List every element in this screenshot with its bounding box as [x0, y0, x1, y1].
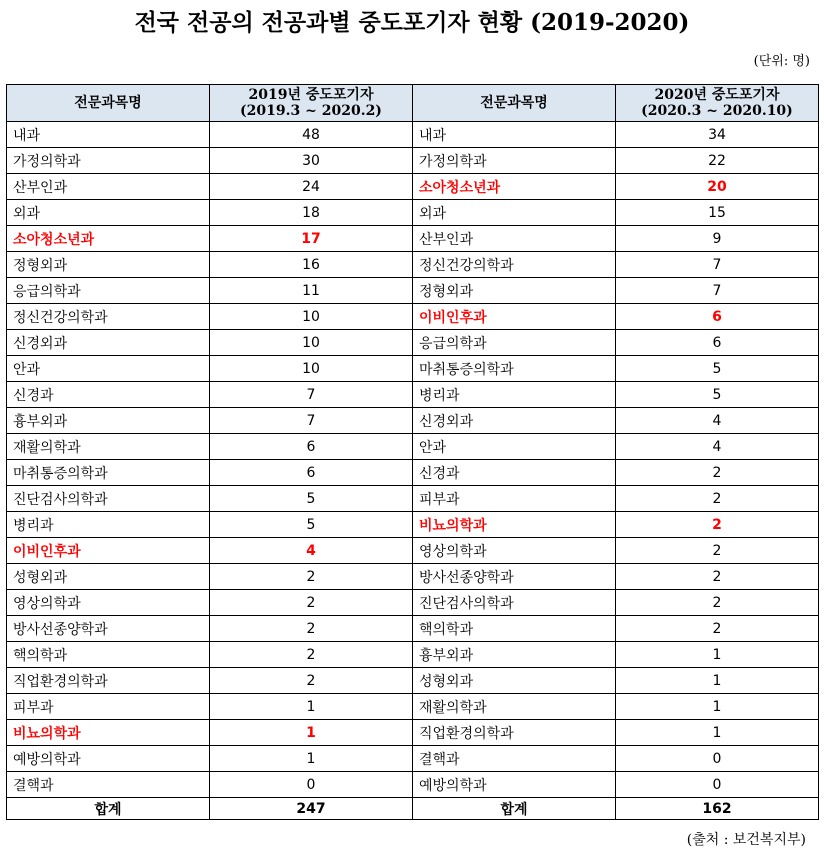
table-row	[7, 252, 819, 278]
header-subject-2020: 전문과목명	[413, 85, 616, 122]
dropouts-2020-cell: 2	[616, 616, 819, 642]
table-row	[7, 460, 819, 486]
subject-2020-cell: 영상의학과	[413, 538, 616, 564]
subject-2020-cell: 마취통증의학과	[413, 356, 616, 382]
subject-2019-cell: 결핵과	[7, 772, 210, 798]
dropouts-2020-cell: 2	[616, 460, 819, 486]
header-subject-2019: 전문과목명	[7, 85, 210, 122]
dropouts-2019-cell: 5	[210, 486, 413, 512]
dropouts-2019-cell: 10	[210, 356, 413, 382]
total-label-2019: 합계	[7, 798, 210, 820]
source-note: (출처 : 보건복지부)	[686, 832, 806, 848]
subject-2020-cell: 신경과	[413, 460, 616, 486]
dropouts-2020-cell: 1	[616, 642, 819, 668]
dropouts-2019-cell: 16	[210, 252, 413, 278]
table-row	[7, 538, 819, 564]
dropouts-2019-cell: 1	[210, 720, 413, 746]
subject-2019-cell: 응급의학과	[7, 278, 210, 304]
header-dropouts-2020-line2: (2020.3 ~ 2020.10)	[641, 103, 793, 119]
subject-2020-cell: 방사선종양학과	[413, 564, 616, 590]
total-value-2020: 162	[616, 798, 819, 820]
table-row	[7, 226, 819, 252]
dropouts-2019-cell: 10	[210, 330, 413, 356]
table-row	[7, 408, 819, 434]
subject-2019-cell: 피부과	[7, 694, 210, 720]
subject-2020-cell: 예방의학과	[413, 772, 616, 798]
subject-2020-cell: 직업환경의학과	[413, 720, 616, 746]
subject-2019-cell: 마취통증의학과	[7, 460, 210, 486]
subject-2019-cell: 진단검사의학과	[7, 486, 210, 512]
dropouts-2019-cell: 2	[210, 564, 413, 590]
dropouts-2019-cell: 0	[210, 772, 413, 798]
subject-2019-cell: 성형외과	[7, 564, 210, 590]
table-row	[7, 694, 819, 720]
dropouts-2020-cell: 7	[616, 278, 819, 304]
dropouts-2019-cell: 30	[210, 148, 413, 174]
table-row	[7, 564, 819, 590]
dropouts-2020-cell: 2	[616, 538, 819, 564]
table-row	[7, 330, 819, 356]
dropouts-2020-cell: 4	[616, 408, 819, 434]
table-row	[7, 278, 819, 304]
subject-2019-cell: 정신건강의학과	[7, 304, 210, 330]
subject-2020-cell: 안과	[413, 434, 616, 460]
dropouts-2020-cell: 0	[616, 746, 819, 772]
table-row	[7, 772, 819, 798]
dropouts-2020-cell: 15	[616, 200, 819, 226]
dropouts-2020-cell: 0	[616, 772, 819, 798]
subject-2019-cell: 신경과	[7, 382, 210, 408]
subject-2019-cell: 정형외과	[7, 252, 210, 278]
dropout-table	[6, 84, 819, 820]
dropouts-2019-cell: 6	[210, 434, 413, 460]
dropouts-2019-cell: 2	[210, 616, 413, 642]
dropouts-2020-cell: 6	[616, 330, 819, 356]
subject-2019-cell: 신경외과	[7, 330, 210, 356]
subject-2020-cell: 정신건강의학과	[413, 252, 616, 278]
subject-2019-cell: 외과	[7, 200, 210, 226]
subject-2020-cell: 결핵과	[413, 746, 616, 772]
dropouts-2019-cell: 7	[210, 408, 413, 434]
dropouts-2019-cell: 2	[210, 668, 413, 694]
dropouts-2019-cell: 10	[210, 304, 413, 330]
total-label-2020: 합계	[413, 798, 616, 820]
subject-2020-cell: 내과	[413, 122, 616, 148]
table-row	[7, 148, 819, 174]
dropouts-2020-cell: 2	[616, 590, 819, 616]
subject-2020-cell: 이비인후과	[413, 304, 616, 330]
header-dropouts-2019-line2: (2019.3 ~ 2020.2)	[240, 103, 382, 119]
dropouts-2020-cell: 5	[616, 356, 819, 382]
dropouts-2020-cell: 7	[616, 252, 819, 278]
subject-2019-cell: 내과	[7, 122, 210, 148]
table-row	[7, 746, 819, 772]
dropouts-2019-cell: 1	[210, 746, 413, 772]
dropouts-2019-cell: 5	[210, 512, 413, 538]
subject-2020-cell: 신경외과	[413, 408, 616, 434]
subject-2020-cell: 핵의학과	[413, 616, 616, 642]
table-row	[7, 590, 819, 616]
table-row	[7, 122, 819, 148]
subject-2019-cell: 방사선종양학과	[7, 616, 210, 642]
table-header-row	[7, 85, 819, 122]
dropouts-2019-cell: 6	[210, 460, 413, 486]
total-value-2019: 247	[210, 798, 413, 820]
dropouts-2020-cell: 2	[616, 512, 819, 538]
table-row	[7, 720, 819, 746]
subject-2020-cell: 외과	[413, 200, 616, 226]
page-title: 전국 전공의 전공과별 중도포기자 현황 (2019-2020)	[134, 9, 690, 36]
dropouts-2019-cell: 7	[210, 382, 413, 408]
dropouts-2020-cell: 1	[616, 720, 819, 746]
dropouts-2020-cell: 4	[616, 434, 819, 460]
subject-2019-cell: 산부인과	[7, 174, 210, 200]
table-row	[7, 642, 819, 668]
dropouts-2019-cell: 2	[210, 642, 413, 668]
table-row	[7, 616, 819, 642]
dropouts-2019-cell: 48	[210, 122, 413, 148]
dropouts-2020-cell: 6	[616, 304, 819, 330]
dropouts-2020-cell: 34	[616, 122, 819, 148]
dropouts-2020-cell: 9	[616, 226, 819, 252]
unit-note: (단위: 명)	[753, 54, 810, 69]
dropouts-2020-cell: 1	[616, 694, 819, 720]
subject-2019-cell: 핵의학과	[7, 642, 210, 668]
header-dropouts-2020-line1: 2020년 중도포기자	[654, 87, 780, 103]
table-row	[7, 512, 819, 538]
subject-2020-cell: 응급의학과	[413, 330, 616, 356]
table-row	[7, 200, 819, 226]
subject-2020-cell: 흉부외과	[413, 642, 616, 668]
table-row	[7, 486, 819, 512]
subject-2019-cell: 이비인후과	[7, 538, 210, 564]
table-row	[7, 434, 819, 460]
subject-2020-cell: 피부과	[413, 486, 616, 512]
subject-2019-cell: 소아청소년과	[7, 226, 210, 252]
subject-2020-cell: 진단검사의학과	[413, 590, 616, 616]
subject-2020-cell: 비뇨의학과	[413, 512, 616, 538]
subject-2019-cell: 비뇨의학과	[7, 720, 210, 746]
subject-2019-cell: 직업환경의학과	[7, 668, 210, 694]
subject-2019-cell: 병리과	[7, 512, 210, 538]
subject-2020-cell: 정형외과	[413, 278, 616, 304]
dropouts-2020-cell: 1	[616, 668, 819, 694]
subject-2020-cell: 병리과	[413, 382, 616, 408]
subject-2019-cell: 예방의학과	[7, 746, 210, 772]
dropouts-2020-cell: 2	[616, 564, 819, 590]
dropouts-2019-cell: 11	[210, 278, 413, 304]
dropouts-2020-cell: 2	[616, 486, 819, 512]
subject-2020-cell: 성형외과	[413, 668, 616, 694]
totals-row	[7, 798, 819, 820]
table-row	[7, 382, 819, 408]
table-row	[7, 668, 819, 694]
table-row	[7, 304, 819, 330]
header-dropouts-2019-line1: 2019년 중도포기자	[248, 87, 374, 103]
table-row	[7, 356, 819, 382]
header-dropouts-2020	[616, 85, 819, 122]
dropouts-2020-cell: 20	[616, 174, 819, 200]
dropouts-2019-cell: 18	[210, 200, 413, 226]
dropouts-2020-cell: 5	[616, 382, 819, 408]
header-dropouts-2019	[210, 85, 413, 122]
dropouts-2019-cell: 2	[210, 590, 413, 616]
subject-2019-cell: 흉부외과	[7, 408, 210, 434]
subject-2019-cell: 가정의학과	[7, 148, 210, 174]
dropouts-2019-cell: 4	[210, 538, 413, 564]
subject-2020-cell: 재활의학과	[413, 694, 616, 720]
subject-2020-cell: 소아청소년과	[413, 174, 616, 200]
subject-2019-cell: 안과	[7, 356, 210, 382]
dropouts-2019-cell: 17	[210, 226, 413, 252]
dropouts-2019-cell: 24	[210, 174, 413, 200]
subject-2019-cell: 재활의학과	[7, 434, 210, 460]
table-body	[7, 122, 819, 798]
dropouts-2020-cell: 22	[616, 148, 819, 174]
dropouts-2019-cell: 1	[210, 694, 413, 720]
subject-2019-cell: 영상의학과	[7, 590, 210, 616]
table-row	[7, 174, 819, 200]
subject-2020-cell: 산부인과	[413, 226, 616, 252]
subject-2020-cell: 가정의학과	[413, 148, 616, 174]
